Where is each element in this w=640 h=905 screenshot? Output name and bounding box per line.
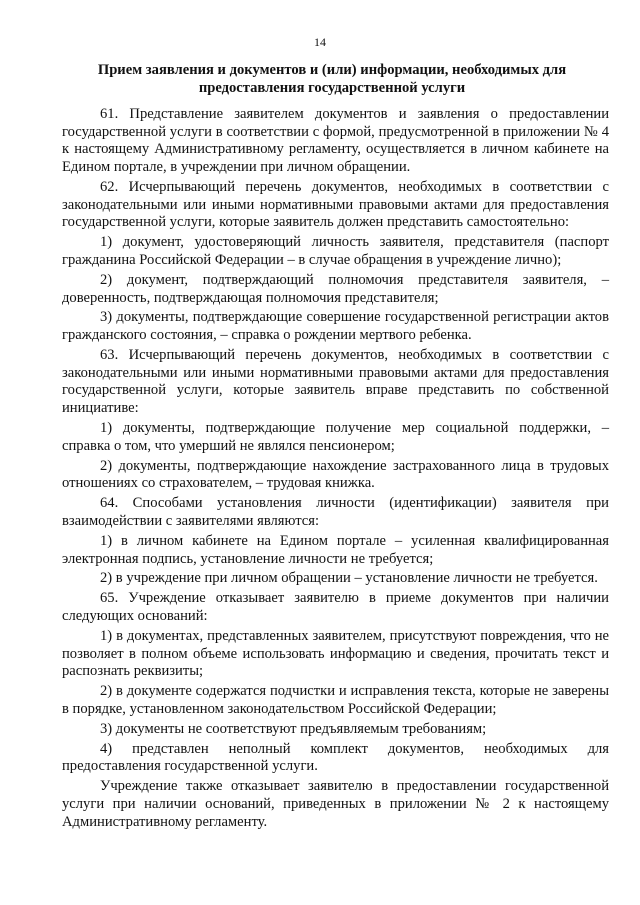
list-item: 1) в документах, представленных заявителем, присутствуют повреждения, что не позволяет в полном объеме использовать информацию и сведения, прочитать текст и распознать реквизиты; [62, 627, 609, 680]
list-item: 2) документ, подтверждающий полномочия представителя заявителя, – доверенность, подтверждающая полномочия представителя; [62, 271, 609, 306]
list-item: 3) документы не соответствуют предъявляемым требованиям; [100, 720, 487, 737]
section-heading-line-2: предоставления государственной услуги [198, 79, 466, 96]
closing-paragraph: Учреждение также отказывает заявителю в предоставлении государственной услуги при наличии оснований, приведенных в приложении № 2 к настоящему Административному регламенту. [62, 778, 609, 830]
list-item: 1) документы, подтверждающие получение мер социальной поддержки, – справка о том, что умерший не являлся пенсионером; [62, 420, 609, 454]
section-heading [62, 62, 602, 97]
paragraph-61: 61. Представление заявителем документов и заявления о предоставлении государственной услуги в соответствии с формой, предусмотренной в приложении № 4 к настоящему Административному регламенту, осуществляется в личном кабинете на Едином портале, в учреждении при личном обращении. [62, 106, 609, 176]
section-heading-line-1: Прием заявления и документов и (или) информации, необходимых для [97, 62, 567, 78]
list-item: 1) документ, удостоверяющий личность заявителя, представителя (паспорт гражданина Российской Федерации – в случае обращения в учреждение лично); [62, 234, 609, 268]
list-item: 4) представлен неполный комплект документов, необходимых для предоставления государственной услуги. [62, 740, 609, 775]
page-number: 14 [314, 35, 326, 49]
document-body [62, 106, 609, 831]
paragraph-63: 63. Исчерпывающий перечень документов, необходимых в соответствии с законодательными или иными нормативными правовыми актами для предоставления государственной услуги, которые заявитель вправе представить по собственной инициативе: [62, 347, 609, 417]
paragraph-62: 62. Исчерпывающий перечень документов, необходимых в соответствии с законодательными или иными нормативными правовыми актами для предоставления государственной услуги, которые заявитель должен представить самостоятельно: [62, 179, 609, 231]
list-item: 3) документы, подтверждающие совершение государственной регистрации актов гражданского состояния, – справка о рождении мертвого ребенка. [62, 309, 609, 344]
list-item: 2) в учреждение при личном обращении – установление личности не требуется. [100, 570, 598, 587]
paragraph-64: 64. Способами установления личности (идентификации) заявителя при взаимодействии с заявителями являются: [62, 495, 609, 529]
list-item: 2) в документе содержатся подчистки и исправления текста, которые не заверены в порядке, установленном законодательством Российской Федерации; [62, 683, 609, 717]
paragraph-65: 65. Учреждение отказывает заявителю в приеме документов при наличии следующих оснований: [62, 590, 609, 625]
list-item: 1) в личном кабинете на Едином портале – усиленная квалифицированная электронная подпись, установление личности не требуется; [62, 532, 609, 567]
list-item: 2) документы, подтверждающие нахождение застрахованного лица в трудовых отношениях со страхователем, – трудовая книжка. [62, 457, 609, 492]
